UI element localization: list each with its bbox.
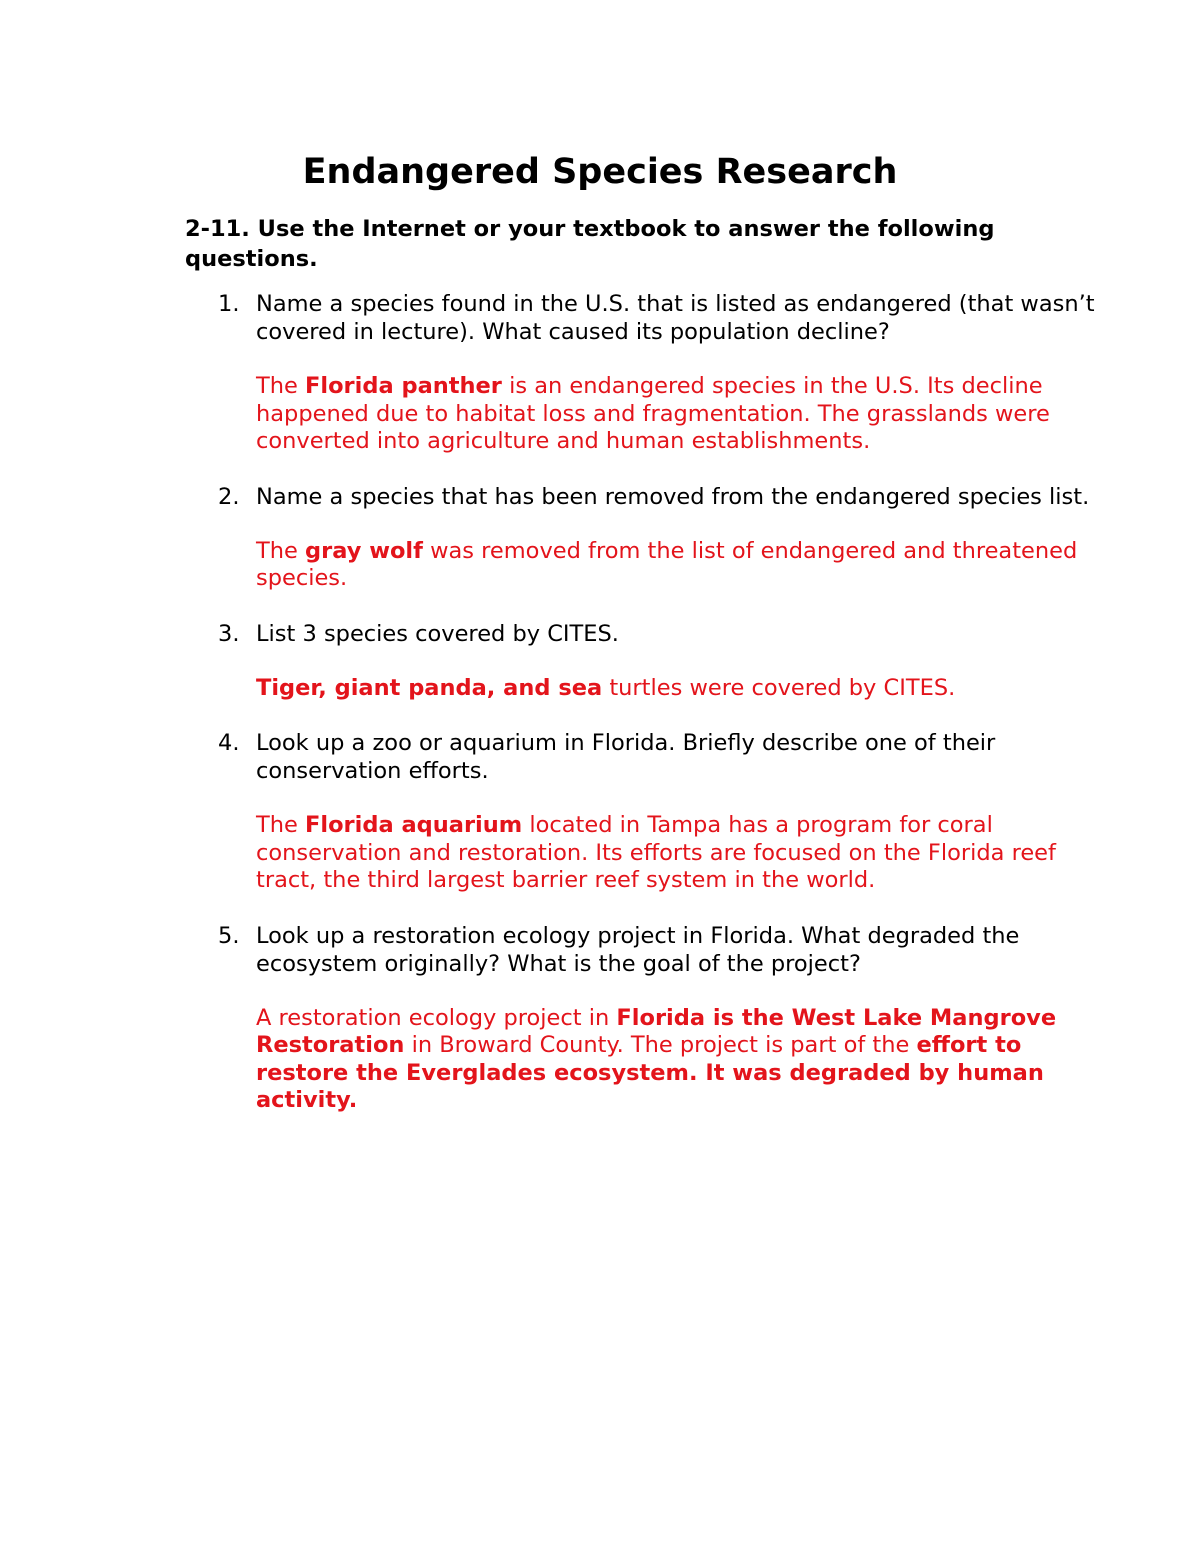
answer-highlight: Florida panther — [305, 373, 502, 399]
page-title: Endangered Species Research — [302, 152, 898, 192]
answer-run: turtles were covered by CITES. — [602, 674, 956, 701]
question-number: 1. — [218, 291, 240, 317]
answer-highlight: Tiger, giant panda, and sea — [256, 674, 603, 701]
answer-text — [256, 538, 1115, 593]
question-prompt: List 3 species covered by CITES. — [256, 620, 619, 647]
question-prompt: Name a species that has been removed from the endangered species list. — [256, 483, 1090, 510]
instructions-text: 2-11. Use the Internet or your textbook to answer the following questions. — [185, 216, 995, 272]
question-prompt: Name a species found in the U.S. that is listed as endangered (that wasn’t covered in lecture). What caused its population decline? — [256, 291, 1095, 345]
question-item-1 — [185, 290, 1115, 456]
question-prompt: Look up a restoration ecology project in Florida. What degraded the ecosystem originally? What is the goal of the project? — [256, 922, 1020, 977]
answer-text — [256, 1005, 1115, 1115]
question-item-4 — [185, 729, 1115, 895]
answer-text — [256, 675, 1115, 703]
answer-run: The — [256, 812, 305, 838]
answer-run: located in Tampa has a program for coral conservation and restoration. Its efforts are focused on the Florida reef tract, the third largest barrier reef system in the world. — [256, 812, 1056, 893]
question-list — [185, 290, 1115, 1142]
answer-run: was removed from the list of endangered and threatened species. — [256, 537, 1078, 591]
answer-text — [256, 812, 1115, 895]
answer-highlight: Florida aquarium — [305, 812, 523, 838]
question-item-5 — [185, 922, 1115, 1115]
answer-run: is an endangered species in the U.S. Its decline happened due to habitat loss and fragmentation. The grasslands were converted into agriculture and human establishments. — [256, 373, 1050, 454]
question-number: 5. — [218, 922, 240, 949]
answer-run: The — [256, 373, 305, 399]
answer-run: in Broward County. The project is part of the — [404, 1032, 917, 1058]
question-prompt: Look up a zoo or aquarium in Florida. Briefly describe one of their conservation efforts. — [256, 730, 996, 784]
answer-run: The — [256, 537, 305, 564]
answer-highlight: gray wolf — [305, 537, 423, 564]
question-item-3 — [185, 620, 1115, 703]
question-number: 2. — [218, 483, 240, 510]
question-number: 4. — [218, 730, 240, 756]
question-number: 3. — [218, 620, 240, 647]
answer-highlight: effort to restore the Everglades ecosystem. It was degraded by human activity. — [256, 1032, 1044, 1113]
question-item-2 — [185, 483, 1115, 593]
answer-text — [256, 373, 1115, 456]
answer-run: A restoration ecology project in — [256, 1004, 617, 1031]
answer-highlight: Florida is the West Lake Mangrove Restoration — [256, 1004, 1057, 1058]
